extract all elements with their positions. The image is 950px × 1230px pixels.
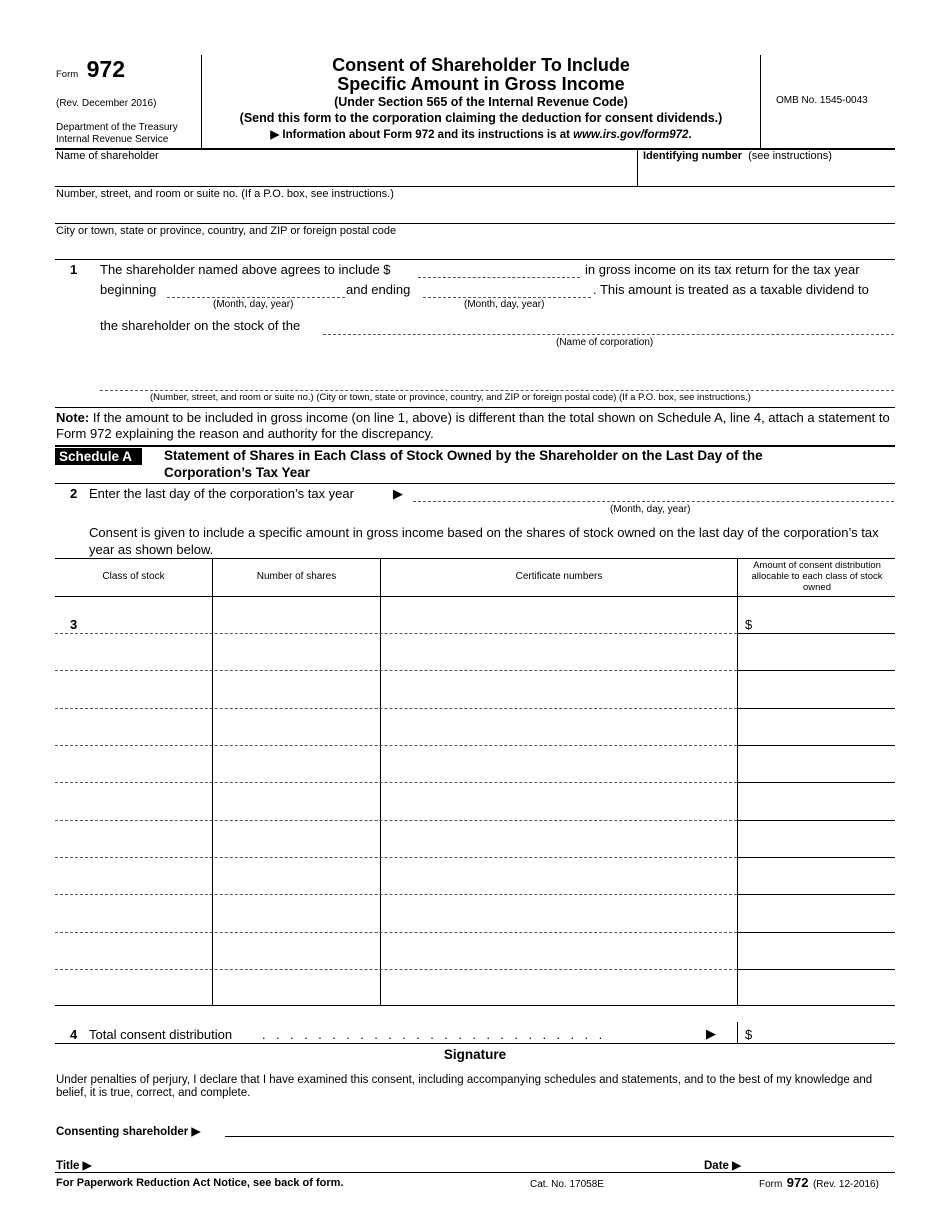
line4-dots: . . . . . . . . . . . . . . . . . . . . . . . . . — [262, 1027, 606, 1042]
form-number: 972 — [86, 56, 125, 82]
amount-row-rule — [737, 894, 895, 895]
penalty-statement: Under penalties of perjury, I declare that I have examined this consent, including accompanying schedules and statements, and to the best of my knowledge and belief, it is true, correct, and complete. — [56, 1074, 873, 1099]
form-title-line1: Consent of Shareholder To Include — [332, 55, 630, 75]
schedule-a-title: Statement of Shares in Each Class of Stock Owned by the Shareholder on the Last Day of the Corporation’s Tax Year — [164, 448, 763, 480]
number-of-shares-input[interactable] — [215, 860, 378, 891]
name-row-rule — [55, 186, 895, 187]
amount-input[interactable] — [757, 860, 892, 891]
line4-number: 4 — [70, 1027, 78, 1042]
class-of-stock-input[interactable] — [58, 972, 210, 1002]
certificate-numbers-input[interactable] — [383, 897, 735, 929]
paperwork-notice: For Paperwork Reduction Act Notice, see back of form. — [56, 1177, 344, 1189]
table-row-rule — [55, 820, 737, 821]
line4-arrow-icon: ▶ — [706, 1026, 716, 1041]
number-of-shares-input[interactable] — [215, 935, 378, 966]
signature-heading: Signature — [443, 1047, 507, 1062]
line4-amount-divider — [737, 1022, 738, 1043]
catalog-number: Cat. No. 17058E — [530, 1179, 604, 1190]
title-block — [202, 56, 760, 144]
class-of-stock-input[interactable] — [58, 935, 210, 966]
line4-dollar: $ — [745, 1027, 753, 1042]
line2-number: 2 — [70, 486, 78, 501]
number-of-shares-input[interactable] — [215, 972, 378, 1002]
info-url-link[interactable]: www.irs.gov/form972 — [573, 129, 689, 141]
certificate-numbers-input[interactable] — [383, 673, 735, 705]
address-row-rule — [55, 223, 895, 224]
title-field[interactable] — [100, 1155, 690, 1171]
line3-dollar: $ — [745, 617, 753, 632]
table-row-rule — [55, 633, 737, 634]
line1-end-date-field[interactable] — [423, 297, 591, 298]
amount-input[interactable] — [757, 600, 892, 630]
table-row-rule — [55, 745, 737, 746]
class-of-stock-input[interactable] — [58, 748, 210, 779]
consenting-shareholder-label: Consenting shareholder ▶ — [56, 1126, 201, 1138]
date-label: Date ▶ — [704, 1160, 741, 1172]
col-class-header: Class of stock — [102, 571, 165, 582]
amount-row-rule — [737, 745, 895, 746]
line1-text-c: . This amount is treated as a taxable dividend to — [593, 282, 869, 297]
table-header-rule — [55, 596, 895, 597]
form-title-line2: Specific Amount in Gross Income — [337, 74, 625, 94]
amount-input[interactable] — [757, 673, 892, 705]
schedule-a-title-rule — [55, 483, 895, 484]
amount-row-rule — [737, 857, 895, 858]
amount-row-rule — [737, 708, 895, 709]
name-id-divider — [637, 149, 638, 186]
table-row-rule — [55, 782, 737, 783]
table-bottom-rule — [55, 1005, 895, 1006]
amount-input[interactable] — [757, 748, 892, 779]
form-subtitle2: (Send this form to the corporation claiming the deduction for consent dividends.) — [239, 111, 723, 125]
info-prefix: ▶ Information about Form 972 and its instructions is at — [270, 129, 574, 141]
number-of-shares-input[interactable] — [215, 673, 378, 705]
number-of-shares-input[interactable] — [215, 785, 378, 817]
line1-begin-date-field[interactable] — [167, 297, 345, 298]
amount-input[interactable] — [757, 785, 892, 817]
service-name: Internal Revenue Service — [56, 134, 169, 145]
number-of-shares-input[interactable] — [215, 636, 378, 667]
number-of-shares-input[interactable] — [215, 823, 378, 854]
class-of-stock-input[interactable] — [58, 600, 210, 630]
schedule-a-badge: Schedule A — [55, 448, 142, 465]
line2-mdy: (Month, day, year) — [610, 504, 691, 515]
tax-year-end-field[interactable] — [413, 501, 894, 502]
revision-date: (Rev. December 2016) — [56, 98, 157, 109]
line1-and-ending: and ending — [346, 282, 411, 297]
amount-input[interactable] — [757, 972, 892, 1002]
line1-mdy-begin: (Month, day, year) — [213, 299, 294, 310]
line1-number: 1 — [70, 262, 78, 277]
header-divider-right — [760, 55, 761, 148]
line4-text: Total consent distribution — [89, 1027, 233, 1042]
line3-number: 3 — [70, 617, 78, 632]
class-of-stock-input[interactable] — [58, 673, 210, 705]
consenting-signature-line[interactable] — [225, 1136, 894, 1137]
certificate-numbers-input[interactable] — [383, 935, 735, 966]
certificate-numbers-input[interactable] — [383, 636, 735, 667]
line1-text-b: in gross income on its tax return for the tax year — [585, 262, 860, 277]
certificate-numbers-input[interactable] — [383, 600, 735, 630]
amount-input[interactable] — [757, 711, 892, 742]
table-top-rule — [55, 558, 895, 559]
certificate-numbers-input[interactable] — [383, 748, 735, 779]
line2-arrow-icon: ▶ — [393, 486, 403, 501]
amount-row-rule — [737, 969, 895, 970]
table-row-rule — [55, 857, 737, 858]
certificate-numbers-input[interactable] — [383, 823, 735, 854]
class-of-stock-input[interactable] — [58, 860, 210, 891]
consent-text: Consent is given to include a specific amount in gross income based on the shares of stock owned on the last day of the corporation’s tax year as shown below. — [89, 525, 879, 557]
line1-text-a: The shareholder named above agrees to include $ — [100, 262, 391, 277]
corporation-name-field[interactable] — [323, 334, 894, 335]
shareholder-name-field[interactable] — [56, 163, 636, 185]
class-of-stock-input[interactable] — [58, 711, 210, 742]
number-of-shares-input[interactable] — [215, 748, 378, 779]
class-of-stock-input[interactable] — [58, 897, 210, 929]
table-row-rule — [55, 969, 737, 970]
amount-row-rule — [737, 670, 895, 671]
corporation-address-field[interactable] — [100, 390, 894, 391]
amount-row-rule — [737, 932, 895, 933]
amount-row-rule — [737, 782, 895, 783]
class-of-stock-input[interactable] — [58, 636, 210, 667]
certificate-numbers-input[interactable] — [383, 860, 735, 891]
form-word: Form — [56, 69, 79, 80]
address-field[interactable] — [56, 201, 894, 221]
number-of-shares-input[interactable] — [215, 600, 378, 630]
table-row-rule — [55, 932, 737, 933]
amount-input[interactable] — [757, 897, 892, 929]
address-label: Number, street, and room or suite no. (If a P.O. box, see instructions.) — [56, 188, 394, 200]
line1-amount-field[interactable] — [418, 277, 580, 278]
omb-number: OMB No. 1545-0043 — [776, 95, 868, 106]
line1-text-d: the shareholder on the stock of the — [100, 318, 301, 333]
shareholder-name-label: Name of shareholder — [56, 150, 159, 162]
number-of-shares-input[interactable] — [215, 897, 378, 929]
number-of-shares-input[interactable] — [215, 711, 378, 742]
col-amount-header: Amount of consent distribution allocable to each class of stock owned — [751, 560, 883, 593]
corp-address-label: (Number, street, and room or suite no.) (City or town, state or province, country, and ZIP or foreign postal code) (If a P.O. box, see instructions.) — [150, 392, 751, 403]
corp-name-label: (Name of corporation) — [556, 337, 654, 348]
col-certs-header: Certificate numbers — [515, 571, 603, 582]
title-label: Title ▶ — [56, 1160, 92, 1172]
amount-row-rule — [737, 820, 895, 821]
total-consent-field[interactable] — [757, 1024, 892, 1042]
city-field[interactable] — [56, 238, 894, 258]
certificate-numbers-input[interactable] — [383, 711, 735, 742]
line4-bottom-rule — [55, 1043, 895, 1044]
class-of-stock-input[interactable] — [58, 785, 210, 817]
amount-row-rule — [737, 633, 895, 634]
department-name: Department of the Treasury — [56, 122, 178, 133]
certificate-numbers-input[interactable] — [383, 972, 735, 1002]
identifying-number-field[interactable] — [643, 163, 893, 185]
identifying-number-label: Identifying number (see instructions) — [643, 150, 832, 162]
footer-form-id: Form 972 (Rev. 12-2016) — [759, 1175, 879, 1190]
amount-input[interactable] — [757, 823, 892, 854]
class-of-stock-input[interactable] — [58, 823, 210, 854]
form-subtitle1: (Under Section 565 of the Internal Revenue Code) — [334, 95, 628, 109]
date-field[interactable] — [752, 1155, 892, 1171]
table-row-rule — [55, 670, 737, 671]
line2-text: Enter the last day of the corporation’s tax year — [89, 486, 354, 501]
line1-mdy-end: (Month, day, year) — [464, 299, 545, 310]
table-row-rule — [55, 894, 737, 895]
signature-bottom-rule — [55, 1172, 895, 1173]
line1-beginning: beginning — [100, 282, 157, 297]
note-text: Note: If the amount to be included in gross income (on line 1, above) is different than the total shown on Schedule A, line 4, attach a statement to Form 972 explaining the reason and authority for the discrepancy. — [56, 410, 890, 441]
table-row-rule — [55, 708, 737, 709]
line1-bottom-rule — [55, 407, 895, 408]
certificate-numbers-input[interactable] — [383, 785, 735, 817]
col-shares-header: Number of shares — [256, 571, 337, 582]
city-label: City or town, state or province, country, and ZIP or foreign postal code — [56, 225, 397, 237]
amount-input[interactable] — [757, 935, 892, 966]
form-info-line: ▶ Information about Form 972 and its instructions is at www.irs.gov/form972. — [270, 129, 692, 141]
amount-input[interactable] — [757, 636, 892, 667]
city-row-rule — [55, 259, 895, 260]
form-number-block — [56, 56, 125, 83]
